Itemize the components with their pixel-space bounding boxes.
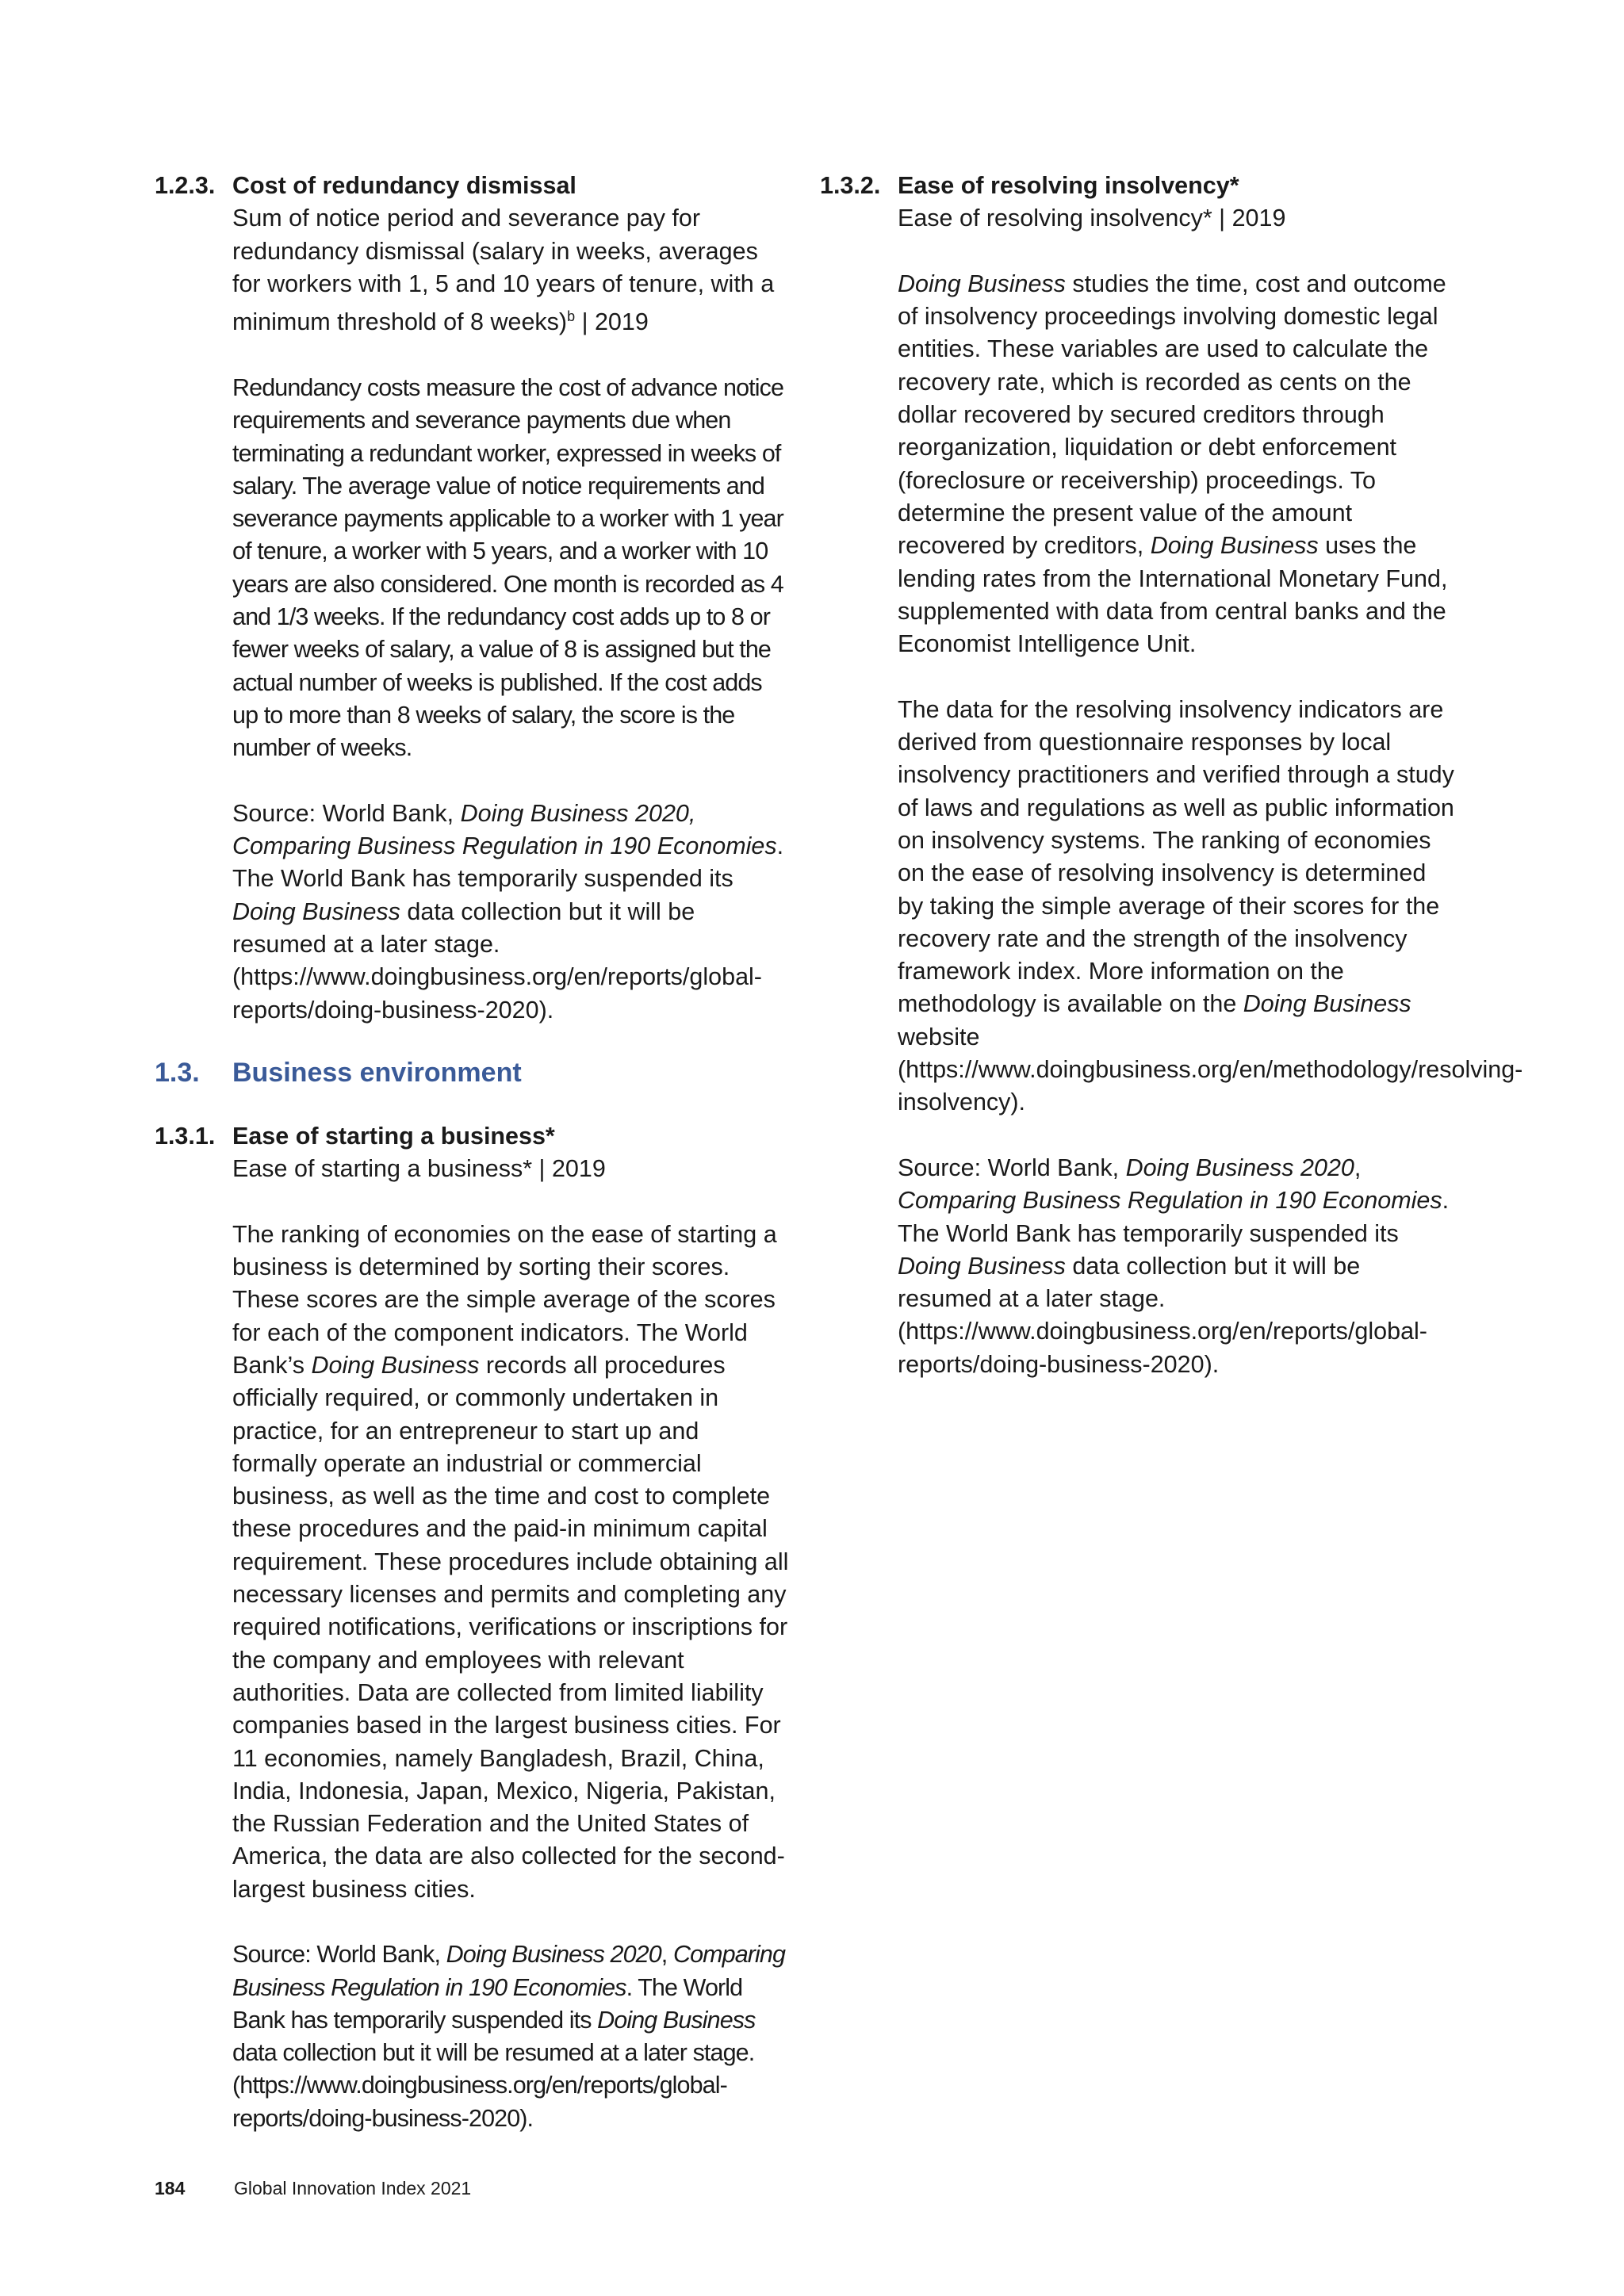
indicator-title: Ease of resolving insolvency* (898, 172, 1239, 199)
indicator-body (232, 1120, 789, 2135)
section-number: 1.3. (155, 1057, 200, 1088)
indicator-number: 1.2.3. (155, 172, 216, 199)
right-column (820, 170, 1523, 1381)
indicator-source: Source: World Bank, Doing Business 2020, Comparing Business Regulation in 190 Economies. The World Bank has temporarily suspended its Doing Business data collection but it will be resumed at a later stage. (https://www.doingbusiness.org/en/reports/global-reports/doing-business-2020). (232, 1941, 786, 2132)
indicator-description: Redundancy costs measure the cost of advance notice requirements and severance payments due when terminating a redundant worker, expressed in weeks of salary. The average value of notice requirements and severance payments applicable to a worker with 1 year of tenure, a worker with 5 years, and a worker with 10 years are also considered. One month is recorded as 4 and 1/3 weeks. If the redundancy cost adds up to 8 or fewer weeks of salary, a value of 8 is assigned but the actual number of weeks is published. If the cost adds up to more than 8 weeks of salary, the score is the number of weeks. (232, 373, 784, 762)
indicator-body (232, 170, 789, 1027)
indicator-description: Doing Business studies the time, cost and outcome of insolvency proceedings involving domestic legal entities. These variables are used to calculate the recovery rate, which is recorded as cents on the dollar recovered by secured creditors through reorganization, liquidation or debt enforcement (foreclosure or receivership) proceedings. To determine the present value of the amount recovered by creditors, Doing Business uses the lending rates from the International Monetary Fund, supplemented with data from central banks and the Economist Intelligence Unit. (898, 270, 1448, 658)
indicator-title: Ease of starting a business* (232, 1122, 555, 1150)
indicator-methodology: The data for the resolving insolvency indicators are derived from questionnaire responses by local insolvency practitioners and verified through a study of laws and regulations as well as public information on insolvency systems. The ranking of economies on the ease of resolving insolvency is determined by taking the simple average of their scores for the recovery rate and the strength of the insolvency framework index. More information on the methodology is available on the Doing Business website (https://www.doingbusiness.org/en/methodology/resolving-insolvency). (898, 695, 1523, 1116)
indicator-definition: Ease of resolving insolvency* | 2019 (898, 205, 1286, 232)
indicator-number: 1.3.2. (820, 172, 881, 199)
indicator-definition: Sum of notice period and severance pay for redundancy dismissal (salary in weeks, averages for workers with 1, 5 and 10 years of tenure, with a minimum threshold of 8 weeks)$^b$ | 2019 (232, 205, 775, 336)
section-title: Business environment (232, 1057, 522, 1088)
section-heading (155, 1055, 789, 1090)
indicator-1-2-3 (155, 170, 789, 1027)
indicator-body (898, 170, 1523, 1381)
publication-title: Global Innovation Index 2021 (234, 2178, 472, 2198)
indicator-definition: Ease of starting a business* | 2019 (232, 1155, 606, 1183)
indicator-description: The ranking of economies on the ease of starting a business is determined by sorting their scores. These scores are the simple average of the scores for each of the component indicators. The World Bank’s Doing Business records all procedures officially required, or commonly undertaken in practice, for an entrepreneur to start up and formally operate an industrial or commercial business, as well as the time and cost to complete these procedures and the paid-in minimum capital requirement. These procedures include obtaining all necessary licenses and permits and completing any required notifications, verifications or inscriptions for the company and employees with relevant authorities. Data are collected from limited liability companies based in the largest business cities. For 11 economies, namely Bangladesh, Brazil, China, India, Indonesia, Japan, Mexico, Nigeria, Pakistan, the Russian Federation and the United States of America, the data are also collected for the second-largest business cities. (232, 1220, 789, 1903)
page-number: 184 (155, 2178, 186, 2198)
indicator-1-3-2 (820, 170, 1523, 1381)
indicator-title: Cost of redundancy dismissal (232, 172, 576, 199)
indicator-source: Source: World Bank, Doing Business 2020, Comparing Business Regulation in 190 Economies. The World Bank has temporarily suspended its Doing Business data collection but it will be resumed at a later stage. (https://www.doingbusiness.org/en/reports/global-reports/doing-business-2020). (232, 799, 784, 1024)
indicator-source: Source: World Bank, Doing Business 2020, Comparing Business Regulation in 190 Economies. The World Bank has temporarily suspended its Doing Business data collection but it will be resumed at a later stage. (https://www.doingbusiness.org/en/reports/global-reports/doing-business-2020). (898, 1154, 1450, 1378)
footnote-marker: b (567, 308, 576, 325)
indicator-1-3-1 (155, 1120, 789, 2135)
left-column (155, 170, 789, 2135)
indicator-number: 1.3.1. (155, 1122, 216, 1150)
page-footer (155, 2177, 471, 2199)
